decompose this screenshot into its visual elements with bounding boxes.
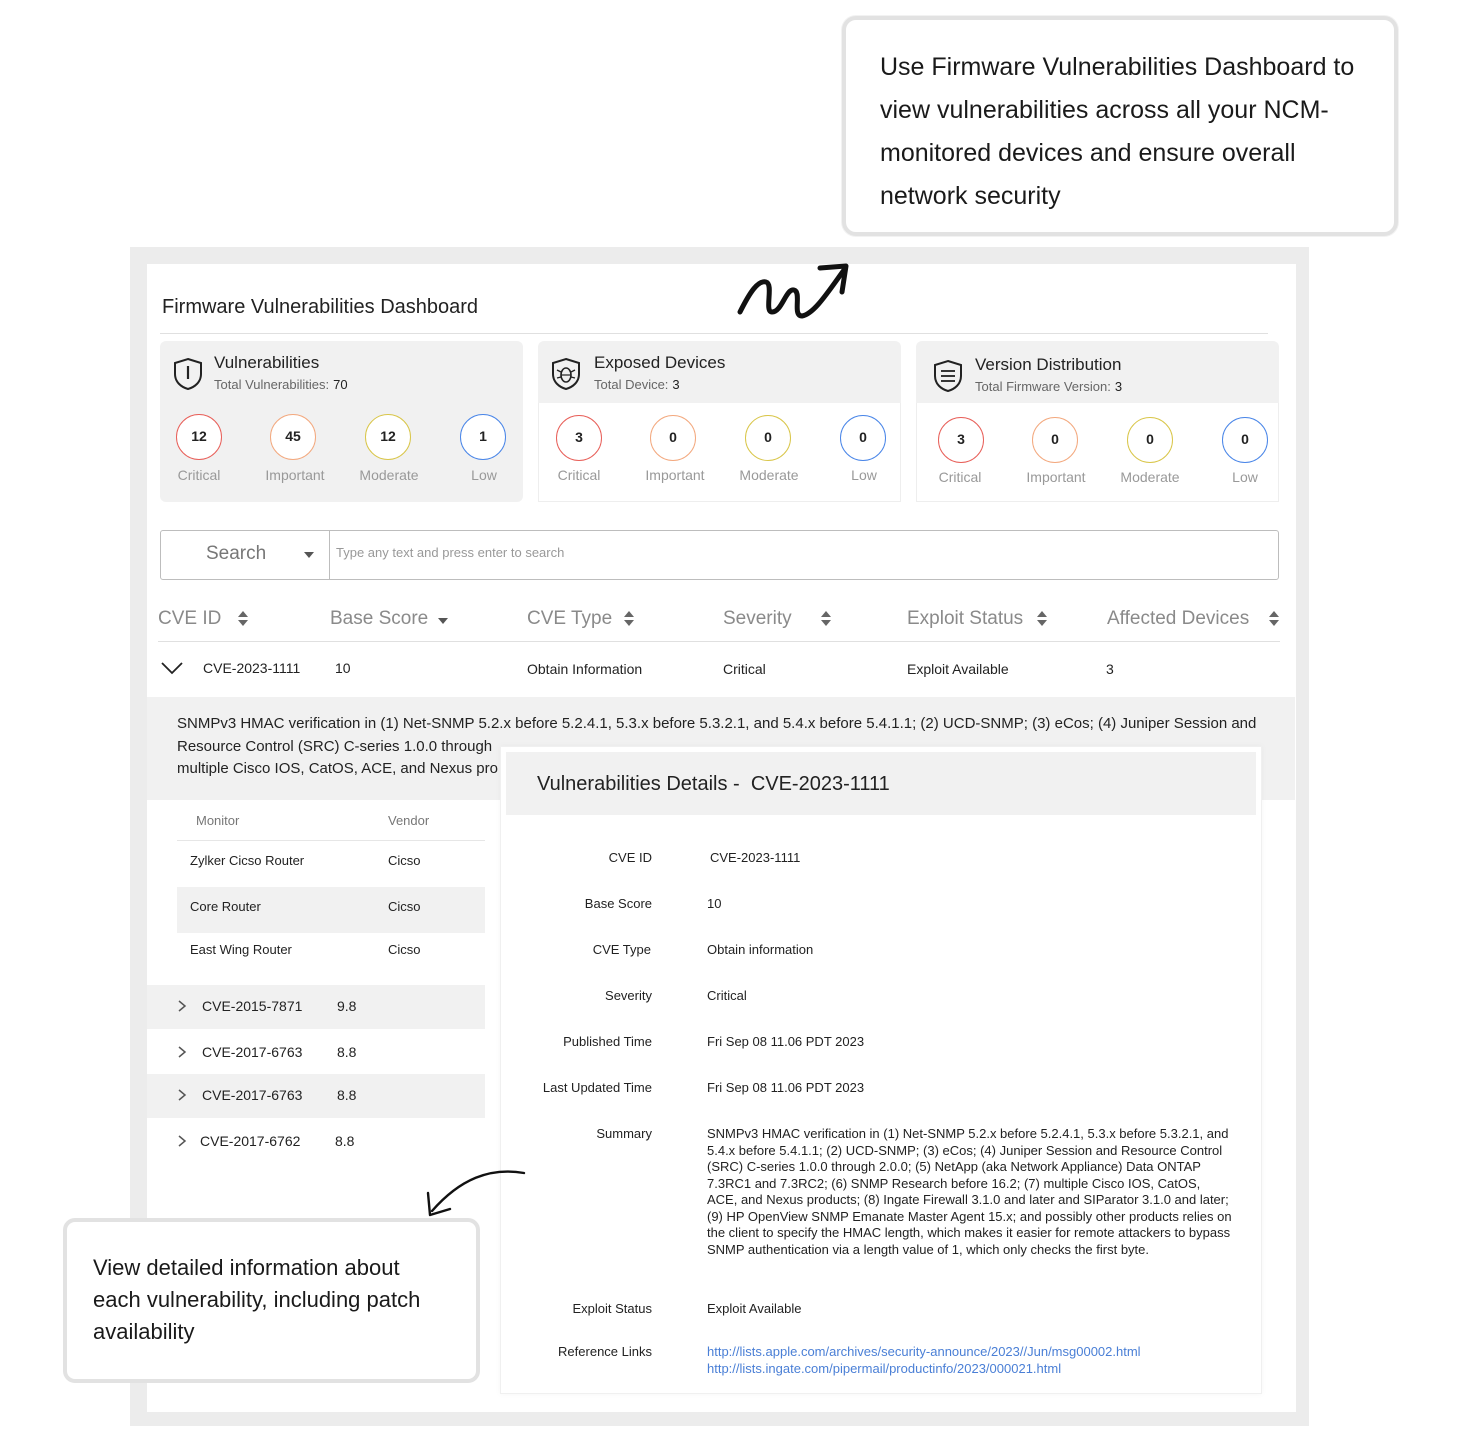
column-header-affected-devices[interactable]: Affected Devices	[1107, 608, 1250, 629]
moderate-count[interactable]: 0	[1127, 417, 1173, 463]
critical-label: Critical	[557, 467, 601, 483]
total-vulnerabilities-value: 70	[333, 377, 348, 392]
table-row[interactable]	[147, 1074, 485, 1118]
cve-id[interactable]: CVE-2017-6762	[200, 1133, 301, 1149]
exposed-devices-card-subtitle	[594, 377, 680, 392]
detail-label-cve-id: CVE ID	[608, 850, 652, 865]
detail-value-cve-id: CVE-2023-1111	[710, 850, 801, 865]
column-header-base-score[interactable]: Base Score	[330, 608, 429, 629]
vendor-name: Cicso	[388, 853, 421, 868]
low-count[interactable]: 1	[460, 414, 506, 460]
column-header-cve-id[interactable]: CVE ID	[158, 608, 222, 629]
cve-id[interactable]: CVE-2017-6763	[202, 1087, 303, 1103]
critical-count[interactable]: 12	[176, 414, 222, 460]
page-title: Firmware Vulnerabilities Dashboard	[162, 296, 479, 318]
summary-line: Resource Control (SRC) C-series 1.0.0 through	[177, 737, 493, 755]
base-score: 8.8	[337, 1044, 357, 1060]
critical-label: Critical	[177, 467, 221, 483]
callout-top-text: Use Firmware Vulnerabilities Dashboard to view vulnerabilities across all your NCM-monitored devices and ensure overall network security	[880, 53, 1355, 210]
search-bar	[160, 530, 1279, 580]
column-header-severity[interactable]: Severity	[723, 608, 792, 629]
critical-count[interactable]: 3	[556, 415, 602, 461]
important-label: Important	[265, 467, 325, 483]
detail-value-summary: SNMPv3 HMAC verification in (1) Net-SNMP 5.2.x before 5.2.4.1, 5.3.x before 5.3.2.1, and 5.4.x before 5.4.1.1; (2) UCD-SNMP; (3) eCos; (4) Juniper Session and Resource Control (SRC) C-series 1.0.0 through 2.0.0; (5) NetApp (aka Network Appliance) Data ONTAP 7.3RC1 and 7.3RC2; (6) SNMP Research before 16.2; (7) multiple Cisco IOS, CatOS, ACE, and Nexus products; (8) Ingate Firewall 3.1.0 and later and SIParator 3.1.0 and later; (9) HP OpenView SNMP Emanate Master Agent 15.x; and possibly other products relies on the client to specify the HMAC length, which makes it easier for remote attackers to bypass SNMP authentication via a length value of 1, which only checks the first byte.	[707, 1126, 1232, 1257]
summary-line: multiple Cisco IOS, CatOS, ACE, and Nexus pro	[177, 760, 498, 777]
detail-value-exploit-status: Exploit Available	[707, 1301, 802, 1316]
exposed-devices-card[interactable]	[538, 341, 901, 502]
important-label: Important	[1026, 469, 1086, 485]
vendor-name: Cicso	[388, 899, 421, 914]
table-row[interactable]	[147, 985, 485, 1029]
chevron-down-icon	[304, 552, 314, 558]
low-count[interactable]: 0	[1222, 417, 1268, 463]
detail-value-severity: Critical	[707, 988, 747, 1003]
important-label: Important	[645, 467, 705, 483]
low-label: Low	[1232, 469, 1258, 485]
version-distribution-card-subtitle	[975, 379, 1122, 394]
detail-value-reference-links	[707, 1343, 1141, 1377]
reference-link[interactable]: http://lists.ingate.com/pipermail/productinfo/2023/000021.html	[707, 1361, 1062, 1376]
search-input[interactable]	[336, 545, 1236, 560]
callout-bottom	[63, 1218, 480, 1383]
callout-top	[842, 16, 1398, 236]
detail-label-base-score: Base Score	[584, 896, 652, 911]
chevron-right-icon[interactable]	[177, 1045, 187, 1059]
critical-label: Critical	[938, 469, 982, 485]
chevron-right-icon[interactable]	[177, 1088, 187, 1102]
sort-icon[interactable]	[1037, 611, 1047, 627]
search-select-label: Search	[206, 543, 267, 564]
table-row[interactable]	[177, 887, 485, 933]
important-count[interactable]: 0	[650, 415, 696, 461]
curved-arrow-icon	[420, 1165, 530, 1221]
sort-icon[interactable]	[624, 611, 634, 627]
low-label: Low	[851, 467, 877, 483]
column-header-monitor: Monitor	[196, 813, 240, 828]
cve-id[interactable]: CVE-2017-6763	[202, 1044, 303, 1060]
sort-icon[interactable]	[1269, 611, 1279, 627]
title-divider	[160, 333, 1268, 334]
bug-shield-icon	[550, 357, 582, 391]
summary-line: SNMPv3 HMAC verification in (1) Net-SNMP 5.2.x before 5.2.4.1, 5.3.x before 5.3.2.1, and 5.4.x before 5.4.1.1; (2) UCD-SNMP; (3) eCos; (4) Juniper Session and	[177, 715, 1257, 732]
callout-bottom-text: View detailed information about each vulnerability, including patch availability	[93, 1255, 421, 1344]
detail-value-cve-type: Obtain information	[707, 942, 814, 957]
vendor-name: Cicso	[388, 942, 421, 957]
total-device-value: 3	[672, 377, 680, 392]
expanded-row-cve-type: Obtain Information	[527, 661, 643, 677]
chevron-right-icon[interactable]	[177, 1134, 187, 1148]
base-score: 8.8	[335, 1133, 355, 1149]
table-row[interactable]	[177, 841, 485, 887]
detail-value-last-updated-time: Fri Sep 08 11.06 PDT 2023	[707, 1080, 865, 1095]
detail-value-base-score: 10	[707, 896, 722, 911]
squiggle-arrow-icon	[736, 258, 852, 324]
column-header-cve-type[interactable]: CVE Type	[527, 608, 613, 629]
vulnerabilities-card[interactable]	[160, 341, 523, 502]
low-count[interactable]: 0	[840, 415, 886, 461]
important-count[interactable]: 0	[1032, 417, 1078, 463]
vulnerabilities-card-title: Vulnerabilities	[214, 353, 320, 372]
sort-icon[interactable]	[238, 611, 248, 627]
exposed-devices-card-title: Exposed Devices	[594, 353, 726, 372]
chevron-down-icon[interactable]	[160, 660, 184, 676]
version-shield-icon	[932, 359, 964, 393]
monitor-name[interactable]: Zylker Cicso Router	[190, 853, 305, 868]
monitor-name[interactable]: Core Router	[190, 899, 261, 914]
detail-label-cve-type: CVE Type	[592, 942, 651, 957]
total-firmware-version-label: Total Firmware Version:	[975, 379, 1111, 394]
vulnerabilities-card-subtitle	[214, 377, 348, 392]
detail-label-reference-links: Reference Links	[558, 1344, 652, 1359]
column-header-vendor: Vendor	[388, 813, 430, 828]
detail-value-published-time: Fri Sep 08 11.06 PDT 2023	[707, 1034, 865, 1049]
expanded-row-affected-devices: 3	[1106, 661, 1114, 677]
table-row[interactable]	[147, 1031, 485, 1075]
moderate-label: Moderate	[359, 467, 419, 483]
moderate-label: Moderate	[739, 467, 799, 483]
sort-icon[interactable]	[821, 611, 831, 627]
column-header-exploit-status[interactable]: Exploit Status	[907, 608, 1024, 629]
table-row[interactable]	[147, 1120, 485, 1164]
detail-label-severity: Severity	[605, 988, 652, 1003]
expanded-row-exploit-status: Exploit Available	[907, 661, 1009, 677]
moderate-label: Moderate	[1120, 469, 1180, 485]
cve-id[interactable]: CVE-2015-7871	[202, 998, 303, 1014]
vulnerability-details-panel	[500, 746, 1262, 1394]
critical-count[interactable]: 3	[938, 417, 984, 463]
vulnerability-details-title	[537, 773, 890, 796]
total-firmware-version-value: 3	[1114, 379, 1123, 394]
base-score: 8.8	[337, 1087, 357, 1103]
total-vulnerabilities-label: Total Vulnerabilities:	[214, 377, 330, 392]
reference-link[interactable]: http://lists.apple.com/archives/security-announce/2023//Jun/msg00002.html	[707, 1344, 1141, 1359]
table-header-divider	[158, 641, 1280, 642]
details-title-cve-id: CVE-2023-1111	[750, 773, 890, 795]
details-title-prefix: Vulnerabilities Details -	[537, 773, 740, 795]
moderate-count[interactable]: 0	[745, 415, 791, 461]
expanded-row-cve-id[interactable]: CVE-2023-1111	[203, 660, 301, 676]
detail-label-last-updated-time: Last Updated Time	[542, 1080, 652, 1095]
total-device-label: Total Device:	[594, 377, 669, 392]
version-distribution-card-title: Version Distribution	[975, 355, 1122, 374]
monitor-name[interactable]: East Wing Router	[190, 942, 292, 957]
table-row[interactable]	[177, 930, 485, 976]
expanded-row-severity: Critical	[723, 661, 766, 677]
version-distribution-card[interactable]	[916, 341, 1279, 502]
base-score: 9.8	[337, 998, 357, 1014]
chevron-right-icon[interactable]	[177, 999, 187, 1013]
important-count[interactable]: 45	[270, 414, 316, 460]
detail-label-exploit-status: Exploit Status	[572, 1301, 652, 1316]
shield-icon	[172, 357, 204, 391]
expanded-row-base-score: 10	[335, 660, 351, 676]
search-field-select[interactable]	[161, 531, 330, 579]
moderate-count[interactable]: 12	[365, 414, 411, 460]
low-label: Low	[471, 467, 497, 483]
detail-label-published-time: Published Time	[563, 1034, 652, 1049]
sort-desc-icon[interactable]	[438, 618, 448, 624]
detail-label-summary: Summary	[596, 1126, 652, 1141]
